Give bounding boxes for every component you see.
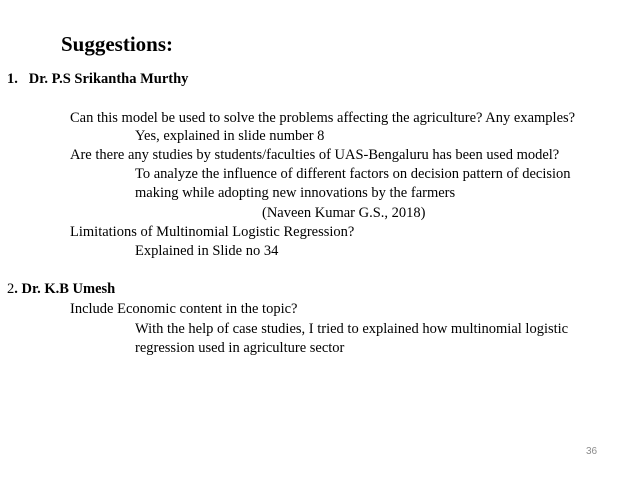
answer-2-line-1: To analyze the influence of different factors on decision pattern of decision: [135, 166, 571, 182]
section-1-heading: [7, 70, 188, 88]
question-3: Limitations of Multinomial Logistic Regression?: [70, 224, 355, 240]
question-2: Are there any studies by students/faculties of UAS-Bengaluru has been used model?: [70, 147, 560, 163]
answer-4-line-1: With the help of case studies, I tried to explained how multinomial logistic: [135, 321, 569, 337]
answer-2-line-2: making while adopting new innovations by the farmers: [135, 185, 456, 201]
answer-3: Explained in Slide no 34: [135, 243, 279, 259]
answer-2-citation: (Naveen Kumar G.S., 2018): [262, 205, 426, 221]
section-2-name: . Dr. K.B Umesh: [14, 281, 116, 297]
answer-1: Yes, explained in slide number 8: [135, 128, 325, 144]
question-1: Can this model be used to solve the problems affecting the agriculture? Any examples?: [70, 110, 576, 126]
section-1-name: Dr. P.S Srikantha Murthy: [28, 71, 189, 87]
section-1-number: 1.: [7, 71, 18, 87]
question-4: Include Economic content in the topic?: [70, 301, 298, 317]
section-2-number: 2: [7, 281, 15, 297]
page-number: 36: [586, 446, 598, 457]
section-2-heading: [7, 280, 115, 298]
answer-4-line-2: regression used in agriculture sector: [135, 340, 345, 356]
slide-title: Suggestions:: [61, 32, 174, 56]
